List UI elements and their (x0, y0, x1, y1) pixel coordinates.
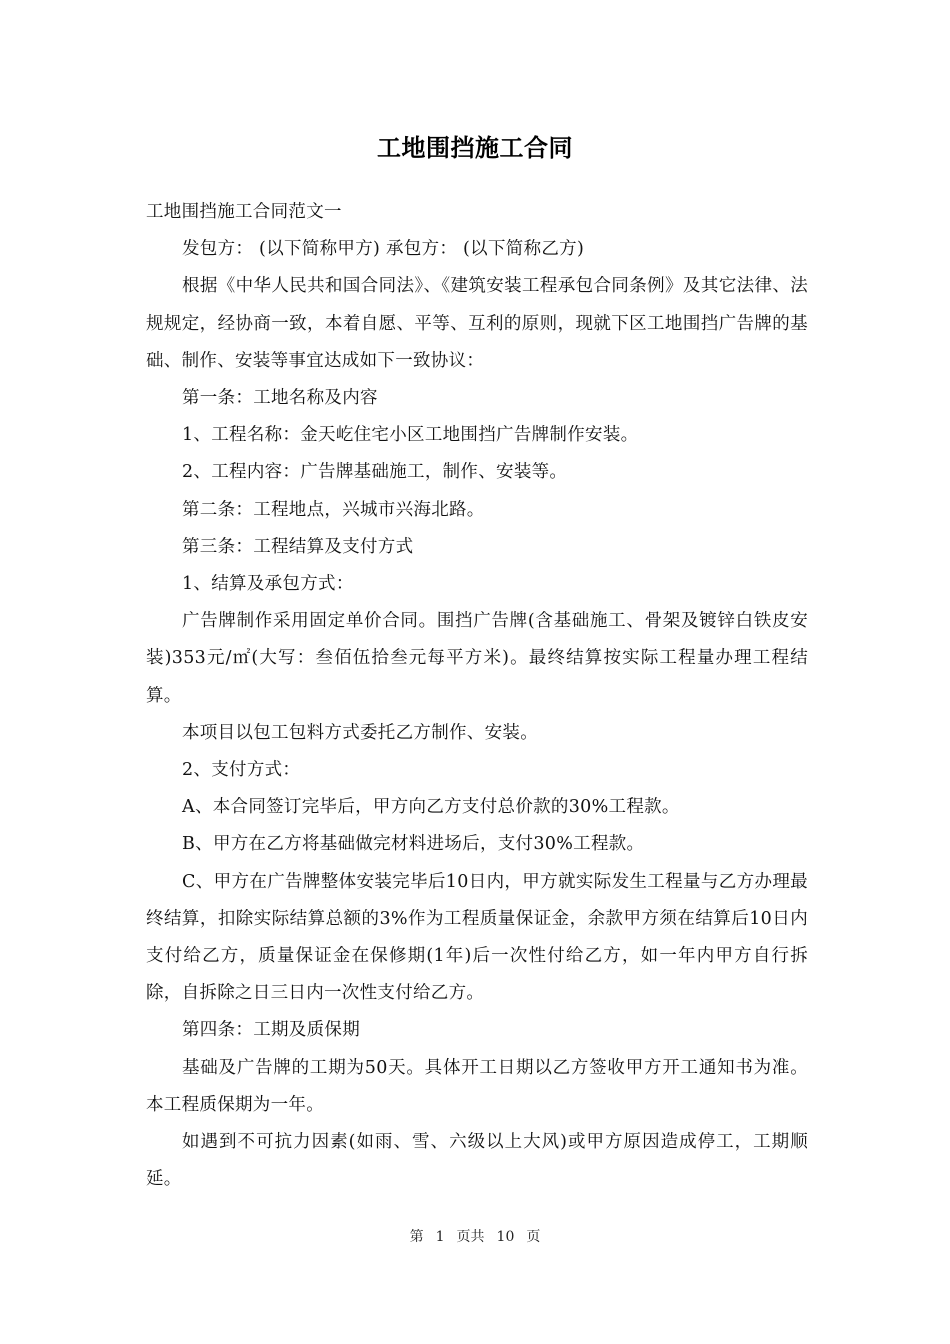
footer-of-label: 页共 (456, 1229, 485, 1245)
paragraph: 工地围挡施工合同范文一 (146, 202, 342, 222)
paragraph: 本项目以包工包料方式委托乙方制作、安装。 (182, 722, 538, 743)
paragraph: 第一条：工地名称及内容 (182, 388, 378, 409)
paragraph: A、本合同签订完毕后，甲方向乙方支付总价款的30%工程款。 (182, 797, 680, 818)
document-body (146, 194, 808, 1198)
paragraph: 第三条：工程结算及支付方式 (182, 536, 414, 557)
document-title: 工地围挡施工合同 (377, 134, 573, 162)
paragraph: 2、工程内容：广告牌基础施工，制作、安装等。 (182, 462, 568, 483)
paragraph: C、甲方在广告牌整体安装完毕后10日内，甲方就实际发生工程量与乙方办理最终结算，扣除实际结算总额的3%作为工程质量保证金，余款甲方须在结算后10日内支付给乙方，质量保证金在保修期(1年)后一次性付给乙方，如一年内甲方自行拆除，自拆除之日三日内一次性支付给乙方。 (146, 871, 808, 1004)
footer-total-pages: 10 (496, 1229, 515, 1245)
footer-page-label: 第 (409, 1229, 424, 1245)
paragraph: 2、支付方式： (182, 760, 301, 781)
paragraph: 根据《中华人民共和国合同法》、《建筑安装工程承包合同条例》及其它法律、法规规定，经协商一致，本着自愿、平等、互利的原则，现就下区工地围挡广告牌的基础、制作、安装等事宜达成如下一致协议： (146, 276, 808, 371)
paragraph: 第二条：工程地点，兴城市兴海北路。 (182, 499, 485, 520)
page-footer (0, 1226, 950, 1248)
paragraph: 1、工程名称：金天屹住宅小区工地围挡广告牌制作安装。 (182, 425, 639, 446)
footer-pages-label: 页 (526, 1229, 541, 1245)
footer-current-page: 1 (435, 1229, 445, 1245)
paragraph: 广告牌制作采用固定单价合同。围挡广告牌(含基础施工、骨架及镀锌白铁皮安装)353元/㎡(大写：叁佰伍拾叁元每平方米)。最终结算按实际工程量办理工程结算。 (146, 611, 808, 706)
paragraph: B、甲方在乙方将基础做完材料进场后，支付30%工程款。 (182, 834, 645, 855)
paragraph: 第四条：工期及质保期 (182, 1020, 360, 1041)
paragraph: 1、结算及承包方式： (182, 574, 354, 595)
paragraph: 发包方： (以下简称甲方) 承包方： (以下简称乙方) (182, 239, 585, 260)
paragraph: 基础及广告牌的工期为50天。具体开工日期以乙方签收甲方开工通知书为准。本工程质保期为一年。 (146, 1057, 808, 1115)
paragraph: 如遇到不可抗力因素(如雨、雪、六级以上大风)或甲方原因造成停工，工期顺延。 (146, 1132, 808, 1190)
